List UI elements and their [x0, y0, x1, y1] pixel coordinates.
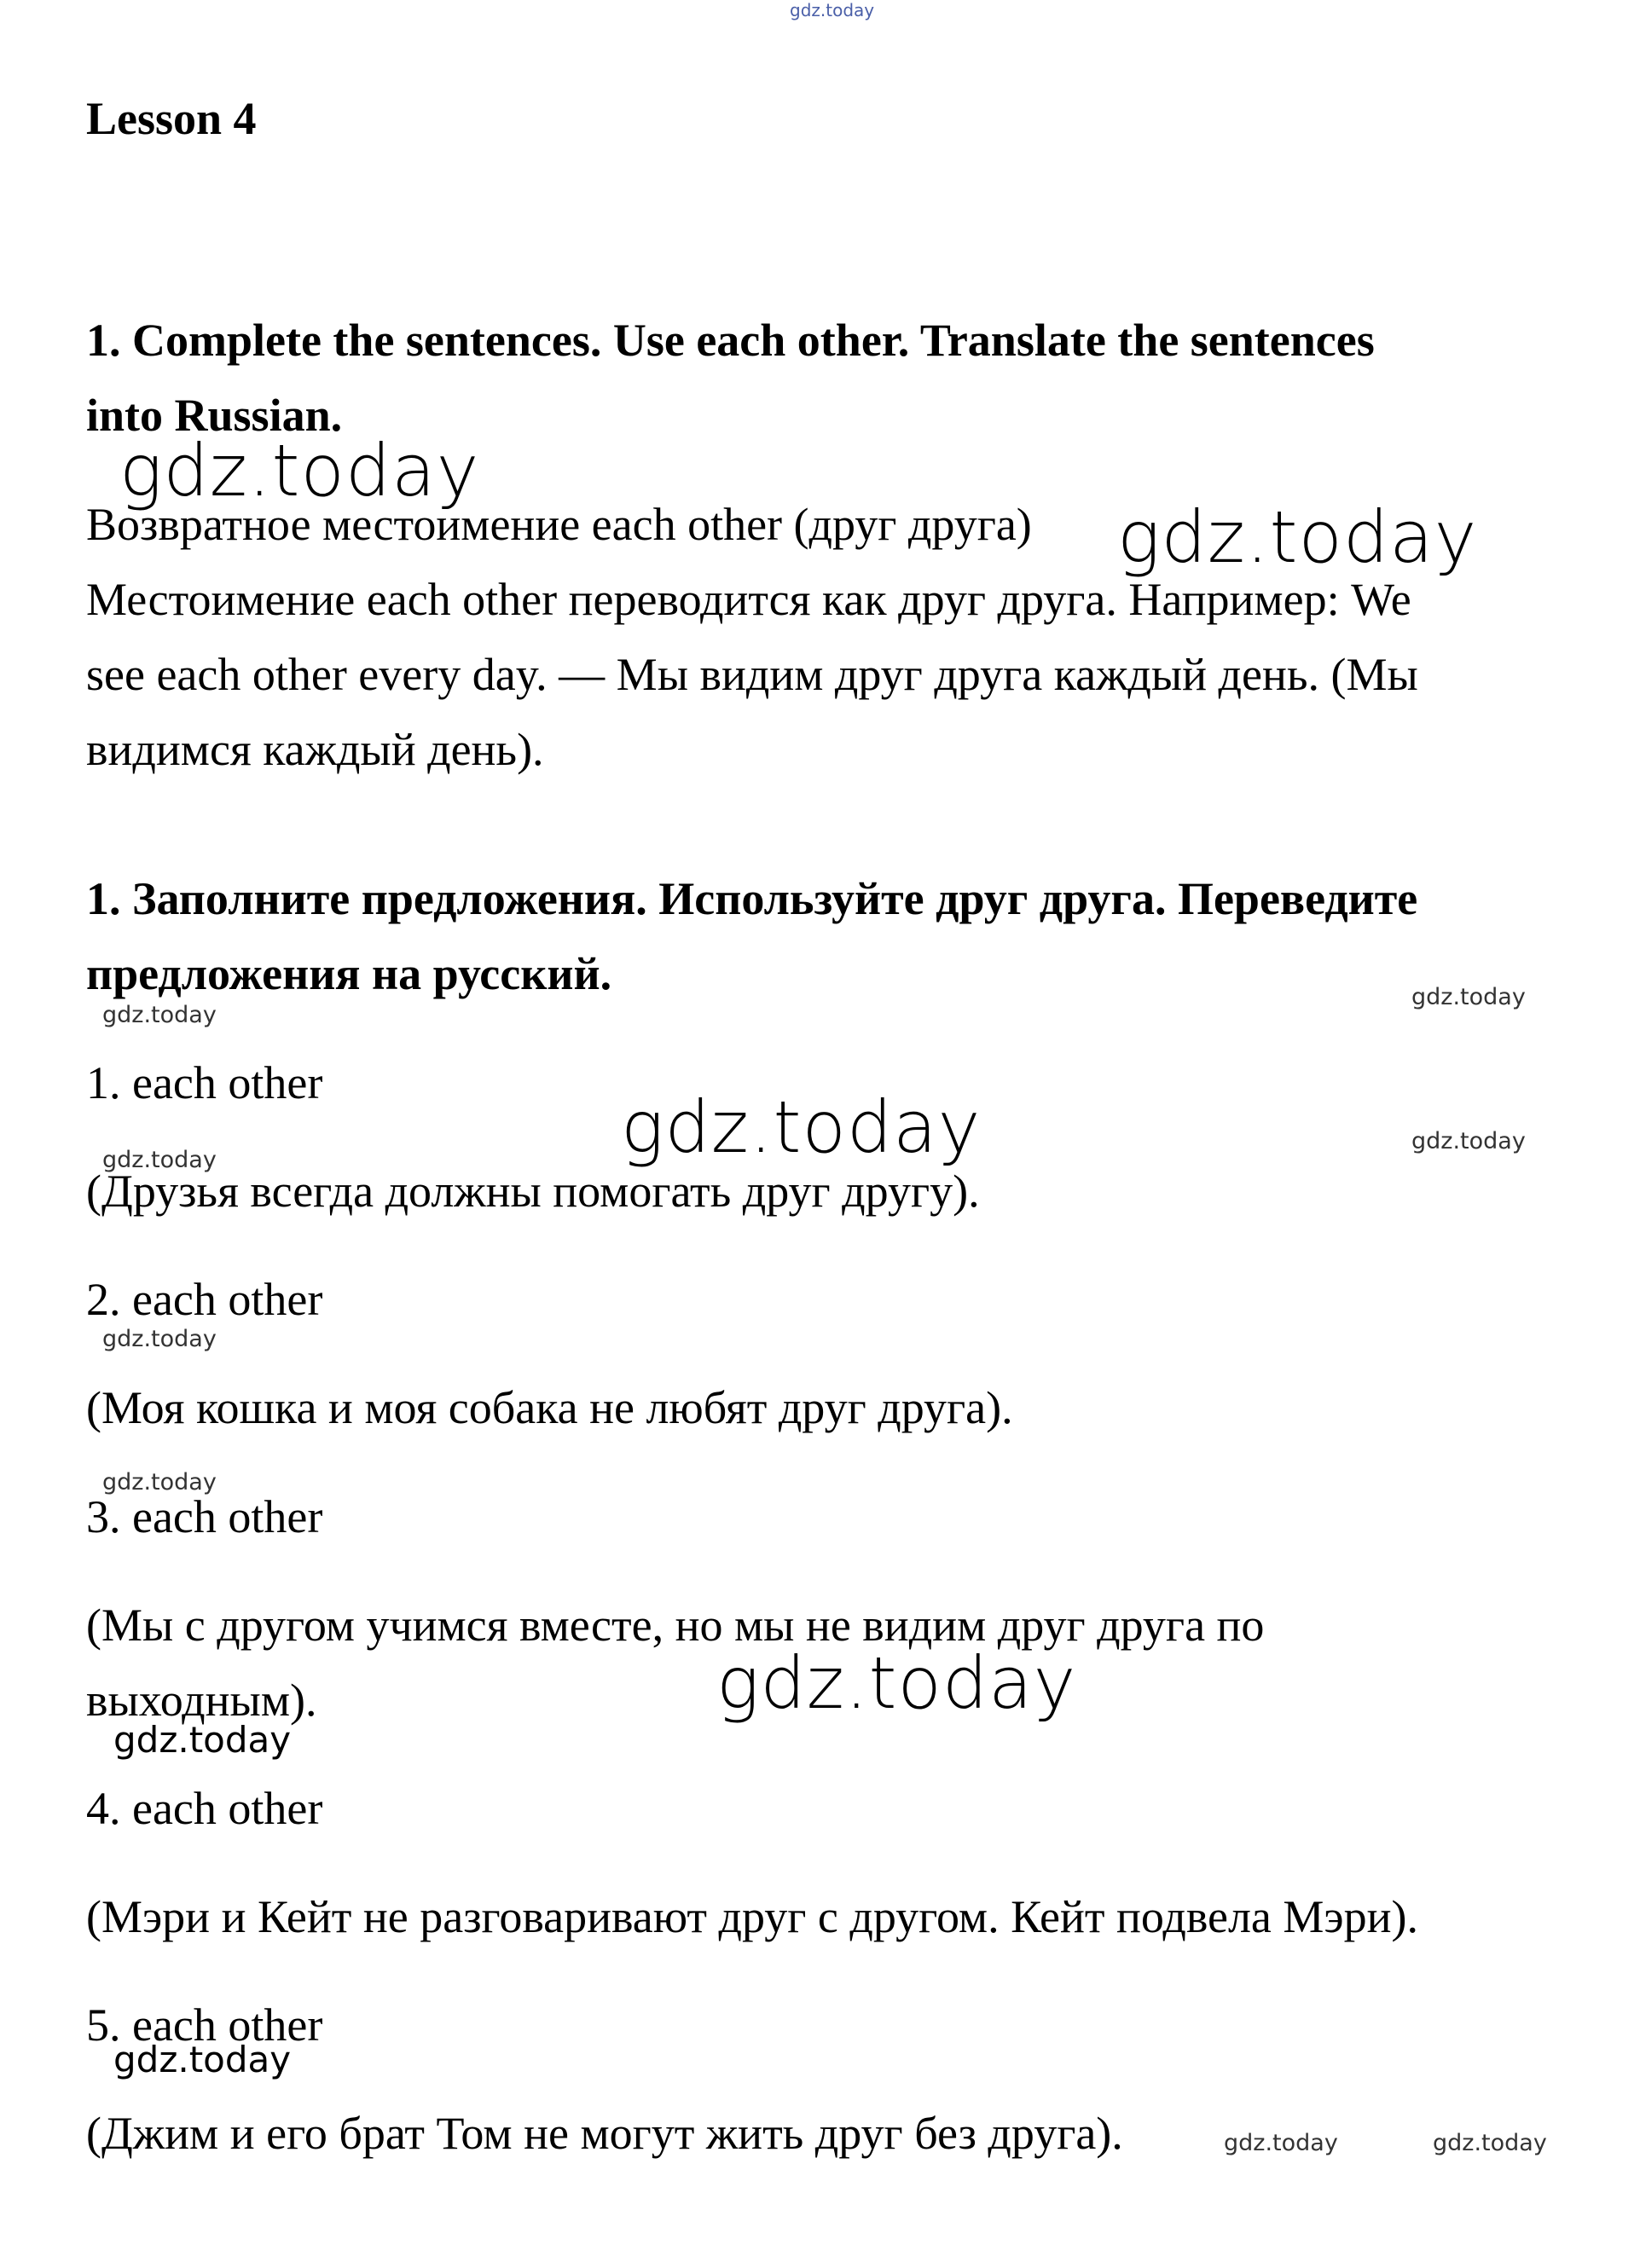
watermark-large-1: gdz.today	[119, 429, 480, 512]
explanation-line-2: Местоимение each other переводится как друг друга. Например: We	[86, 574, 1411, 625]
lesson-title: Lesson 4	[86, 93, 257, 144]
watermark-small-8: gdz.today	[1433, 2130, 1547, 2156]
watermark-small-4: gdz.today	[102, 1147, 217, 1173]
task-en-line-2: into Russian.	[86, 390, 343, 441]
task-en-line-1: 1. Complete the sentences. Use each other. Translate the sentences	[86, 315, 1375, 366]
answer-2: 2. each other	[86, 1274, 323, 1325]
answer-5: 5. each other	[86, 1999, 323, 2051]
watermark-large-3: gdz.today	[621, 1085, 982, 1169]
watermark-small-6: gdz.today	[102, 1469, 217, 1496]
answer-4: 4. each other	[86, 1783, 323, 1834]
watermark-small-5: gdz.today	[102, 1326, 217, 1352]
answer-3: 3. each other	[86, 1491, 323, 1542]
translation-5: (Джим и его брат Том не могут жить друг без друга).	[86, 2108, 1123, 2159]
task-ru-line-1: 1. Заполните предложения. Используйте друг друга. Переведите	[86, 873, 1418, 924]
watermark-mid-2: gdz.today	[113, 2039, 292, 2080]
explanation-line-1: Возвратное местоимение each other (друг друга)	[86, 499, 1032, 550]
explanation-line-4: видимся каждый день).	[86, 724, 544, 775]
watermark-mid-1: gdz.today	[113, 1719, 292, 1761]
watermark-small-3: gdz.today	[1411, 1128, 1526, 1154]
task-ru-line-2: предложения на русский.	[86, 948, 612, 999]
watermark-small-1: gdz.today	[1411, 984, 1526, 1010]
watermark-small-2: gdz.today	[102, 1002, 217, 1028]
watermark-small-7: gdz.today	[1224, 2130, 1338, 2156]
translation-3-line-1: (Мы с другом учимся вместе, но мы не видим друг друга по	[86, 1600, 1265, 1651]
translation-3-line-2: выходным).	[86, 1675, 317, 1726]
translation-1: (Друзья всегда должны помогать друг другу).	[86, 1166, 980, 1217]
translation-2: (Моя кошка и моя собака не любят друг друга).	[86, 1382, 1013, 1433]
watermark-large-2: gdz.today	[1117, 495, 1478, 579]
answer-1: 1. each other	[86, 1057, 323, 1108]
watermark-top: gdz.today	[790, 0, 875, 20]
explanation-line-3: see each other every day. — Мы видим друг друга каждый день. (Мы	[86, 649, 1418, 700]
translation-4: (Мэри и Кейт не разговаривают друг с другом. Кейт подвела Мэри).	[86, 1891, 1418, 1942]
watermark-large-4: gdz.today	[716, 1641, 1077, 1725]
